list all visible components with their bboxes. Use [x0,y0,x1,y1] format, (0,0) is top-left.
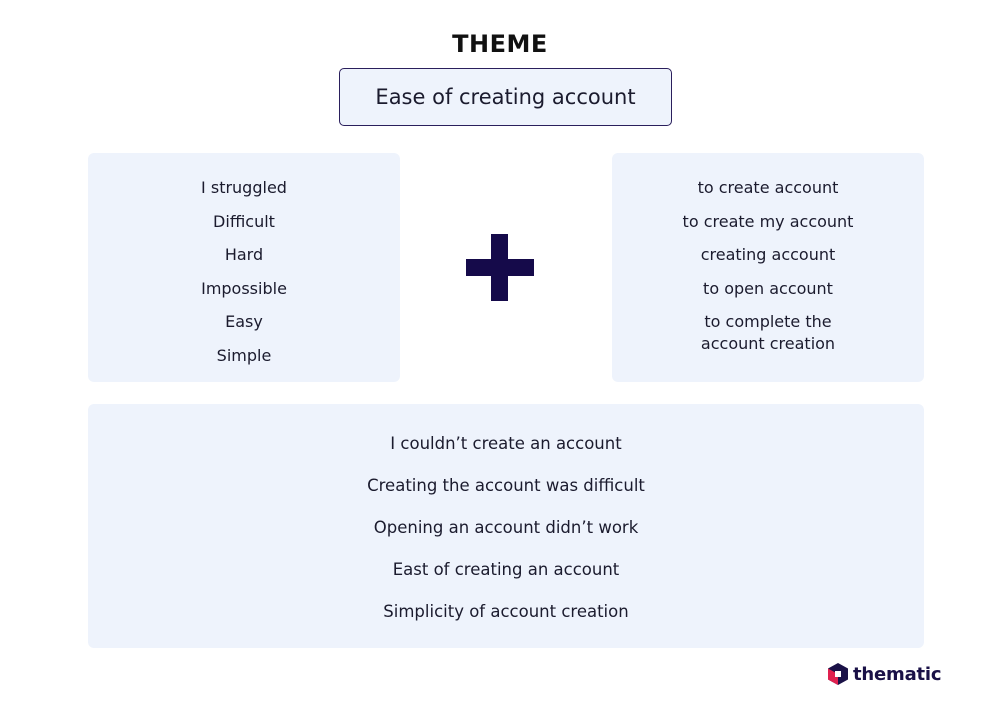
list-item: to create account [697,178,839,197]
list-item [612,311,924,355]
logo-text: thematic [853,663,942,685]
sentiment-terms-list [88,177,400,378]
thematic-logo [826,662,941,686]
list-item: Simplicity of account creation [383,602,629,621]
action-terms-panel [612,153,924,382]
theme-title-box [339,68,672,126]
list-item: Simple [216,345,272,365]
list-item: Difficult [213,211,275,231]
list-item: Impossible [201,278,287,298]
example-phrases-list [88,433,924,643]
theme-title: Ease of creating account [375,85,636,109]
list-item: Opening an account didn’t work [373,518,639,537]
list-item: Hard [224,245,264,264]
list-item: I couldn’t create an account [390,434,622,453]
sentiment-terms-panel [88,153,400,382]
list-item: creating account [700,245,836,264]
list-item: I struggled [201,178,287,197]
list-item: Creating the account was difficult [367,476,645,495]
action-terms-list [612,177,924,367]
theme-heading: THEME [452,30,548,58]
list-item: East of creating an account [392,560,620,579]
list-item: to create my account [682,211,854,231]
list-item: to open account [703,278,833,298]
thematic-logo-icon [826,662,850,686]
list-item-text: to complete the account creation [700,312,836,353]
list-item: Easy [225,312,263,331]
plus-icon [466,234,534,301]
example-phrases-panel [88,404,924,648]
